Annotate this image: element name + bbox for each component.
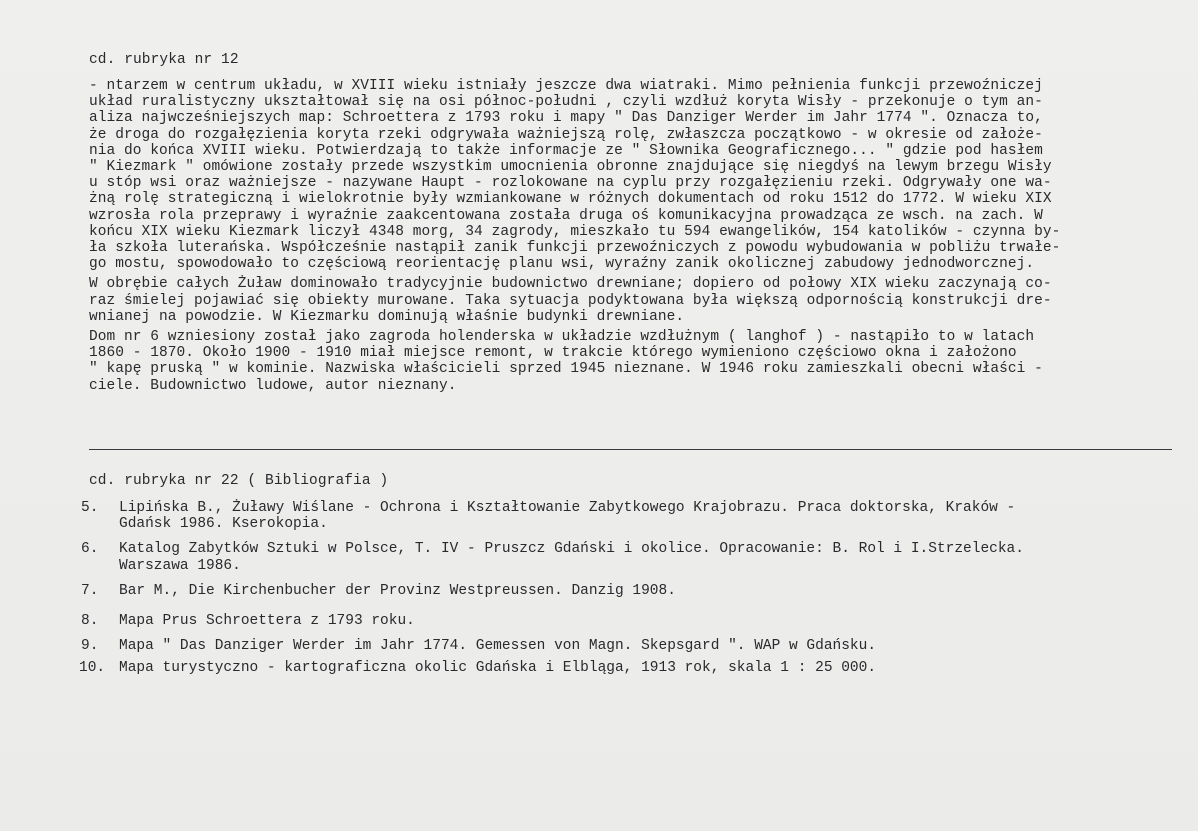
text-line: nia do końca XVIII wieku. Potwierdzają to także informacje ze " Słownika Geograficznego... " gdzie pod hasłem [89,142,1043,159]
text-line: raz śmielej pojawiać się obiekty murowane. Taka sytuacja podyktowana była większą odpornością konstrukcji dre- [89,292,1052,309]
item-text: Bar M., Die Kirchenbucher der Provinz Westpreussen. Danzig 1908. [119,582,676,599]
text-line: W obrębie całych Żuław dominowało tradycyjnie budownictwo drewniane; dopiero od połowy XIX wieku zaczynają co- [89,276,1052,293]
text-line: aliza najwcześniejszych map: Schroettera z 1793 roku i mapy " Das Danziger Werder im Jahr 1774 ". Oznacza to, [89,110,1043,127]
text-line: końcu XIX wieku Kiezmark liczył 4348 morg, 34 zagrody, mieszkało tu 594 ewangelików, 154 katolików - czynna by- [89,223,1061,240]
item-number: 7. [81,582,99,599]
bibliography-list [79,500,1179,677]
paragraph-construction [89,276,1179,325]
text-line: ła szkoła luterańska. Współcześnie nastąpił zanik funkcji przewoźniczych z powodu wybudowania w pobliżu trwałe- [89,240,1061,257]
list-item [81,541,1179,574]
section-rubryka-12 [89,51,1179,398]
text-line: 1860 - 1870. Około 1900 - 1910 miał miejsce remont, w trakcie którego wymieniono częściowo okna i założono [89,345,1017,362]
text-line: ciele. Budownictwo ludowe, autor nieznany. [89,377,457,394]
list-item [81,613,1179,630]
text-line: że droga do rozgałęzienia koryta rzeki odgrywała ważniejszą rolę, zwłaszcza początkowo - w okresie od założe- [89,126,1043,143]
list-item [81,638,1179,655]
paragraph-house [89,329,1179,394]
list-item [81,582,1179,599]
item-text: Mapa turystyczno - kartograficzna okolic Gdańska i Elbląga, 1913 rok, skala 1 : 25 000. [119,660,877,677]
text-line: go mostu, spowodowało to częściową reorientację planu wsi, wyraźny zanik okolicznej zabudowy jednodworcznej. [89,256,1035,273]
text-line: wzrosła rola przeprawy i wyraźnie zaakcentowana została druga oś komunikacyjna prowadząca ze wsch. na zach. W [89,207,1043,224]
paragraph-history [89,78,1179,272]
item-text: Katalog Zabytków Sztuki w Polsce, T. IV - Pruszcz Gdański i okolice. Opracowanie: B. Rol i I.Strzelecka. [119,541,1024,558]
item-text: Mapa " Das Danziger Werder im Jahr 1774. Gemessen von Magn. Skepsgard ". WAP w Gdańsku. [119,638,877,655]
section-bibliography [79,472,1179,677]
text-line: " kapę pruską " w kominie. Nazwiska właścicieli sprzed 1945 nieznane. W 1946 roku zamieszkali obecni właści - [89,361,1043,378]
item-text: Lipińska B., Żuławy Wiślane - Ochrona i Kształtowanie Zabytkowego Krajobrazu. Praca doktorska, Kraków - [119,500,1016,516]
section-header: cd. rubryka nr 12 [89,52,239,68]
text-line: Dom nr 6 wzniesiony został jako zagroda holenderska w układzie wzdłużnym ( langhof ) - nastąpiło to w latach [89,329,1035,346]
text-line: - ntarzem w centrum układu, w XVIII wieku istniały jeszcze dwa wiatraki. Mimo pełnienia funkcji przewoźniczej [89,78,1043,94]
text-line: " Kiezmark " omówione zostały przede wszystkim umocnienia obronne znajdujące się niegdyś na lewym brzegu Wisły [89,159,1052,176]
item-text: Mapa Prus Schroettera z 1793 roku. [119,613,415,630]
item-number: 5. [81,500,99,516]
section-header: cd. rubryka nr 22 ( Bibliografia ) [89,473,389,489]
item-number: 10. [79,660,106,677]
item-text: Warszawa 1986. [119,557,241,574]
item-number: 9. [81,638,99,655]
item-text: Gdańsk 1986. Kserokopia. [119,516,328,533]
item-number: 6. [81,541,99,558]
list-item [81,500,1179,533]
list-item [79,660,1179,677]
item-number: 8. [81,613,99,630]
text-line: układ ruralistyczny ukształtował się na osi północ-południ , czyli wzdłuż koryta Wisły - przekonuje o tym an- [89,94,1043,111]
text-line: wnianej na powodzie. W Kiezmarku dominują właśnie budynki drewniane. [89,308,685,325]
section-divider [89,449,1172,450]
text-line: żną rolę strategiczną i wielokrotnie były wzmiankowane w różnych dokumentach od roku 1512 do 1772. W wieku XIX [89,191,1052,208]
text-line: u stóp wsi oraz ważniejsze - nazywane Haupt - rozlokowane na cyplu przy rozgałęzieniu rzeki. Odgrywały one wa- [89,175,1052,192]
